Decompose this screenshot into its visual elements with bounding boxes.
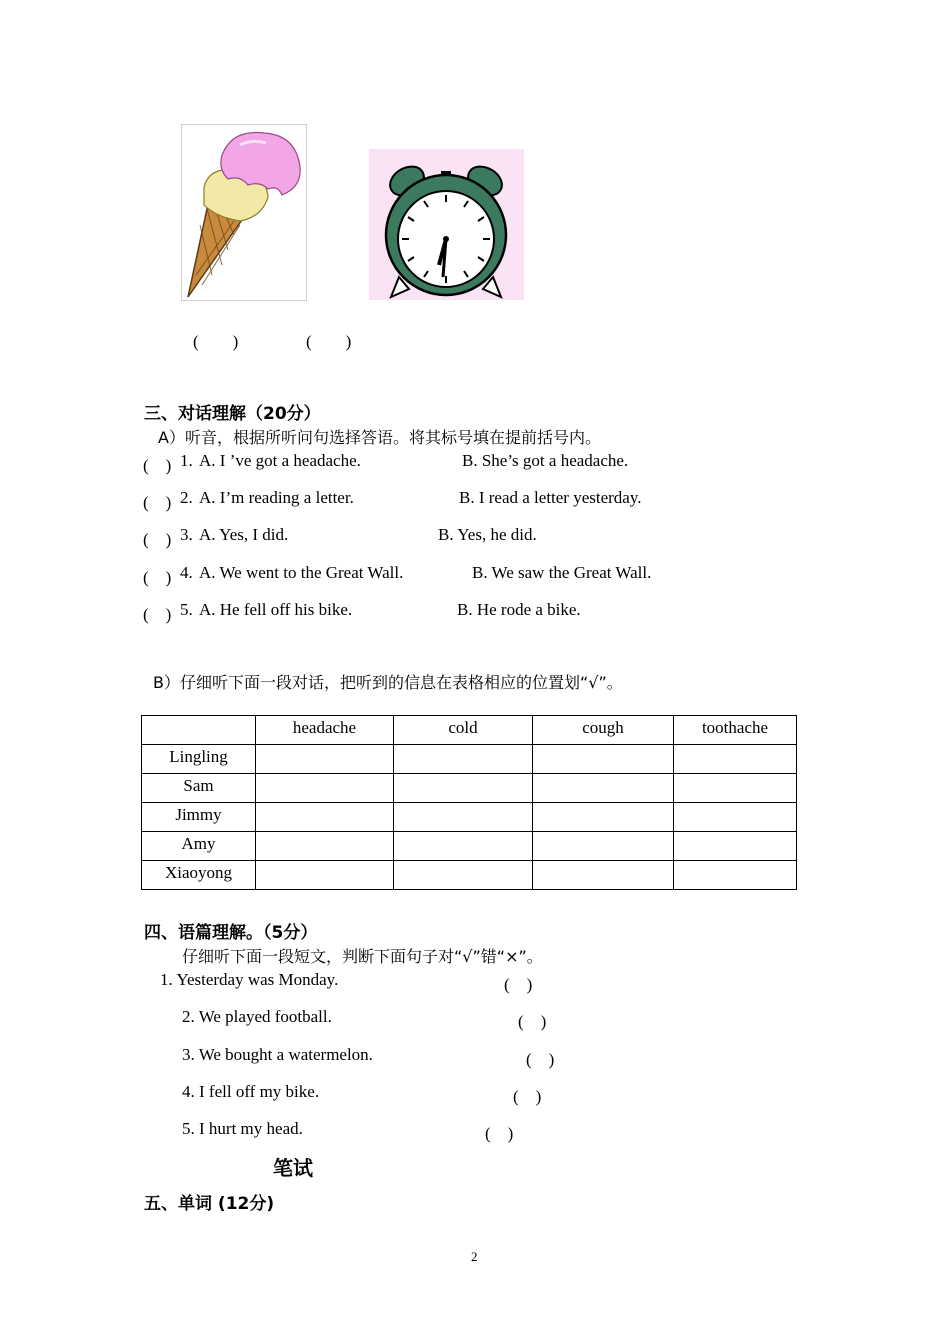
- question-number: 3.: [180, 525, 193, 544]
- section4-title: 四、语篇理解。（5分）: [144, 923, 318, 943]
- symptom-table: [141, 715, 797, 890]
- section3-partA-instruction: A）听音，根据所听问句选择答语。将其标号填在提前括号内。: [158, 428, 601, 447]
- check-cell[interactable]: [394, 832, 533, 861]
- ice-cream-picture: [181, 124, 307, 301]
- check-cell[interactable]: [674, 803, 797, 832]
- judgement-blank[interactable]: ( ): [518, 1012, 547, 1031]
- option-a: A. I’m reading a letter.: [199, 488, 354, 507]
- table-header-row: [142, 716, 797, 745]
- section5-title: 五、单词 (12分): [144, 1194, 275, 1214]
- alarm-clock-answer-blank[interactable]: ( ): [306, 332, 352, 351]
- check-cell[interactable]: [256, 803, 394, 832]
- row-name: Sam: [142, 774, 256, 803]
- answer-bracket[interactable]: ( ): [143, 530, 172, 549]
- check-cell[interactable]: [256, 832, 394, 861]
- check-cell[interactable]: [256, 745, 394, 774]
- ice-cream-answer-blank[interactable]: ( ): [193, 332, 239, 351]
- option-b: B. He rode a bike.: [457, 600, 581, 619]
- section4-instruction: 仔细听下面一段短文，判断下面句子对“√”错“×”。: [182, 947, 543, 966]
- check-cell[interactable]: [533, 861, 674, 890]
- check-cell[interactable]: [533, 803, 674, 832]
- statement: 4. I fell off my bike.: [182, 1082, 320, 1101]
- judgement-blank[interactable]: ( ): [504, 975, 533, 994]
- alarm-clock-icon: [369, 149, 524, 300]
- answer-bracket[interactable]: ( ): [143, 456, 172, 475]
- table-header-cell: cough: [533, 716, 674, 745]
- option-b: B. I read a letter yesterday.: [459, 488, 642, 507]
- answer-bracket[interactable]: ( ): [143, 605, 172, 624]
- question-number: 2.: [180, 488, 193, 507]
- question-number: 5.: [180, 600, 193, 619]
- statement: 3. We bought a watermelon.: [182, 1045, 373, 1064]
- written-test-heading: 笔试: [273, 1156, 313, 1180]
- section3-title: 三、对话理解（20分）: [144, 404, 321, 424]
- answer-bracket[interactable]: ( ): [143, 493, 172, 512]
- question-number: 4.: [180, 563, 193, 582]
- check-cell[interactable]: [674, 745, 797, 774]
- table-header-cell: [142, 716, 256, 745]
- table-row: [142, 861, 797, 890]
- check-cell[interactable]: [256, 774, 394, 803]
- page-number: 2: [471, 1249, 478, 1264]
- check-cell[interactable]: [674, 861, 797, 890]
- table-row: [142, 774, 797, 803]
- check-cell[interactable]: [256, 861, 394, 890]
- check-cell[interactable]: [533, 774, 674, 803]
- judgement-blank[interactable]: ( ): [513, 1087, 542, 1106]
- table-header-cell: cold: [394, 716, 533, 745]
- row-name: Amy: [142, 832, 256, 861]
- option-a: A. I ’ve got a headache.: [199, 451, 361, 470]
- table-header-cell: toothache: [674, 716, 797, 745]
- option-a: A. Yes, I did.: [199, 525, 289, 544]
- check-cell[interactable]: [394, 803, 533, 832]
- section3-partB-instruction: B）仔细听下面一段对话，把听到的信息在表格相应的位置划“√”。: [153, 673, 623, 692]
- judgement-blank[interactable]: ( ): [485, 1124, 514, 1143]
- option-a: A. He fell off his bike.: [199, 600, 353, 619]
- statement: 1. Yesterday was Monday.: [160, 970, 339, 989]
- option-a: A. We went to the Great Wall.: [199, 563, 404, 582]
- row-name: Xiaoyong: [142, 861, 256, 890]
- check-cell[interactable]: [533, 832, 674, 861]
- answer-bracket[interactable]: ( ): [143, 568, 172, 587]
- table-row: [142, 745, 797, 774]
- check-cell[interactable]: [394, 861, 533, 890]
- check-cell[interactable]: [674, 832, 797, 861]
- statement: 2. We played football.: [182, 1007, 332, 1026]
- table-row: [142, 832, 797, 861]
- alarm-clock-picture: [369, 149, 524, 300]
- statement: 5. I hurt my head.: [182, 1119, 303, 1138]
- row-name: Jimmy: [142, 803, 256, 832]
- table-header-cell: headache: [256, 716, 394, 745]
- table-row: [142, 803, 797, 832]
- check-cell[interactable]: [674, 774, 797, 803]
- check-cell[interactable]: [394, 745, 533, 774]
- option-b: B. She’s got a headache.: [462, 451, 629, 470]
- judgement-blank[interactable]: ( ): [526, 1050, 555, 1069]
- question-number: 1.: [180, 451, 193, 470]
- check-cell[interactable]: [394, 774, 533, 803]
- option-b: B. Yes, he did.: [438, 525, 537, 544]
- ice-cream-icon: [182, 125, 306, 300]
- option-b: B. We saw the Great Wall.: [472, 563, 652, 582]
- row-name: Lingling: [142, 745, 256, 774]
- check-cell[interactable]: [533, 745, 674, 774]
